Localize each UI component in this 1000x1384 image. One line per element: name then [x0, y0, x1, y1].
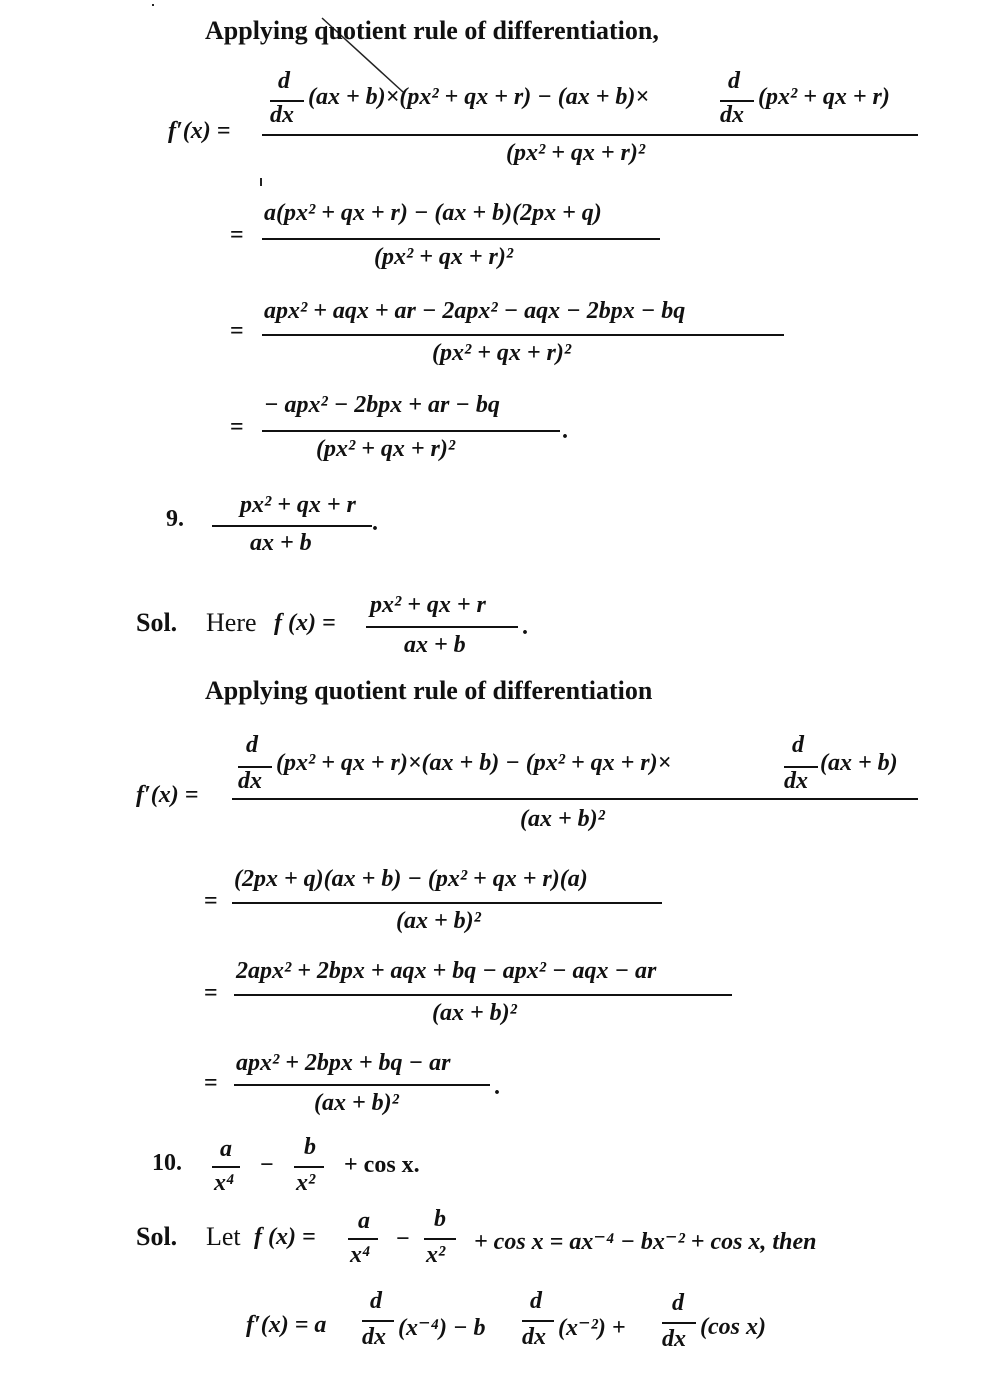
expression-rest: + cos x.: [344, 1152, 420, 1178]
numerator-part: (ax + b)×(px² + qx + r) − (ax + b)×: [308, 84, 650, 110]
dx-bar: [270, 100, 304, 102]
term-numerator: b: [304, 1134, 316, 1160]
numerator-part: (ax + b): [820, 750, 898, 776]
dx-operator: dx: [662, 1326, 686, 1352]
denominator: (px² + qx + r)²: [316, 436, 456, 462]
term: (cos x): [700, 1314, 766, 1340]
denominator: (ax + b)²: [314, 1090, 399, 1116]
fraction-bar: [366, 626, 518, 628]
solution-label: Sol.: [136, 608, 178, 637]
equals-sign: =: [230, 222, 244, 248]
d-operator: d: [246, 732, 258, 758]
minus-sign: −: [260, 1152, 274, 1178]
derivative-lhs: f′(x) = a: [246, 1312, 327, 1338]
term-numerator: b: [434, 1206, 446, 1232]
fraction-bar: [262, 134, 918, 136]
fraction-bar: [294, 1166, 324, 1168]
question-number: 9.: [166, 506, 184, 532]
term-denominator: x⁴: [350, 1242, 371, 1268]
function-lhs: f (x) =: [274, 610, 336, 636]
denominator: (ax + b)²: [396, 908, 481, 934]
fraction-bar: [212, 525, 372, 527]
dx-bar: [720, 100, 754, 102]
term-denominator: x²: [296, 1170, 316, 1196]
dx-operator: dx: [238, 768, 262, 794]
period: .: [522, 614, 528, 640]
fraction-bar: [212, 1166, 240, 1168]
section-heading: Applying quotient rule of differentiation,: [205, 16, 659, 45]
fraction-bar: [234, 1084, 490, 1086]
term-denominator: x²: [426, 1242, 446, 1268]
term: (x⁻²) +: [558, 1315, 626, 1341]
fraction-bar: [262, 334, 784, 336]
denominator: ax + b: [250, 530, 312, 556]
denominator: (px² + qx + r)²: [506, 140, 646, 166]
numerator-part: (px² + qx + r)×(ax + b) − (px² + qx + r)×: [276, 750, 672, 776]
term-numerator: a: [358, 1208, 370, 1234]
question-number: 10.: [152, 1150, 182, 1176]
d-operator: d: [672, 1290, 684, 1316]
solution-text: Here: [206, 608, 257, 637]
dx-bar: [784, 766, 818, 768]
numerator: px² + qx + r: [370, 592, 486, 618]
dx-operator: dx: [522, 1324, 546, 1350]
equals-sign: =: [204, 980, 218, 1006]
dx-operator: dx: [270, 102, 294, 128]
term: (x⁻⁴) − b: [398, 1315, 486, 1341]
term-numerator: a: [220, 1136, 232, 1162]
fraction-bar: [232, 902, 662, 904]
numerator: apx² + 2bpx + bq − ar: [236, 1050, 451, 1076]
numerator: − apx² − 2bpx + ar − bq: [264, 392, 500, 418]
period: .: [494, 1074, 500, 1100]
d-operator: d: [278, 68, 290, 94]
d-operator: d: [370, 1288, 382, 1314]
numerator-part: (px² + qx + r): [758, 84, 890, 110]
numerator: apx² + aqx + ar − 2apx² − aqx − 2bpx − bq: [264, 298, 686, 324]
derivative-lhs: f′(x) =: [136, 782, 199, 808]
denominator: (ax + b)²: [432, 1000, 517, 1026]
dx-operator: dx: [784, 768, 808, 794]
fraction-bar: [262, 238, 660, 240]
solution-label: Sol.: [136, 1222, 178, 1251]
expression-rest: + cos x = ax⁻⁴ − bx⁻² + cos x, then: [474, 1229, 817, 1255]
equals-sign: =: [204, 888, 218, 914]
numerator: (2px + q)(ax + b) − (px² + qx + r)(a): [234, 866, 588, 892]
dx-operator: dx: [720, 102, 744, 128]
fraction-bar: [424, 1238, 456, 1240]
numerator: px² + qx + r: [240, 492, 356, 518]
d-operator: d: [792, 732, 804, 758]
solution-text: Let: [206, 1222, 241, 1251]
equals-sign: =: [230, 318, 244, 344]
denominator: ax + b: [404, 632, 466, 658]
equals-sign: =: [204, 1070, 218, 1096]
fraction-bar: [232, 798, 918, 800]
dx-bar: [362, 1320, 394, 1322]
period: .: [372, 510, 378, 536]
function-lhs: f (x) =: [254, 1224, 316, 1250]
fraction-bar: [262, 430, 560, 432]
scan-mark: [152, 4, 154, 6]
section-heading: Applying quotient rule of differentiation: [205, 676, 653, 705]
denominator: (ax + b)²: [520, 806, 605, 832]
derivative-lhs: f′(x) =: [168, 118, 231, 144]
dx-bar: [522, 1320, 554, 1322]
term-denominator: x⁴: [214, 1170, 235, 1196]
numerator: a(px² + qx + r) − (ax + b)(2px + q): [264, 200, 602, 226]
numerator: 2apx² + 2bpx + aqx + bq − apx² − aqx − ar: [236, 958, 657, 984]
dx-operator: dx: [362, 1324, 386, 1350]
fraction-bar: [348, 1238, 378, 1240]
period: .: [562, 418, 568, 444]
minus-sign: −: [396, 1226, 410, 1252]
scan-mark: [260, 178, 262, 186]
dx-bar: [662, 1322, 696, 1324]
d-operator: d: [728, 68, 740, 94]
denominator: (px² + qx + r)²: [432, 340, 572, 366]
fraction-bar: [234, 994, 732, 996]
dx-bar: [238, 766, 272, 768]
equals-sign: =: [230, 414, 244, 440]
d-operator: d: [530, 1288, 542, 1314]
denominator: (px² + qx + r)²: [374, 244, 514, 270]
